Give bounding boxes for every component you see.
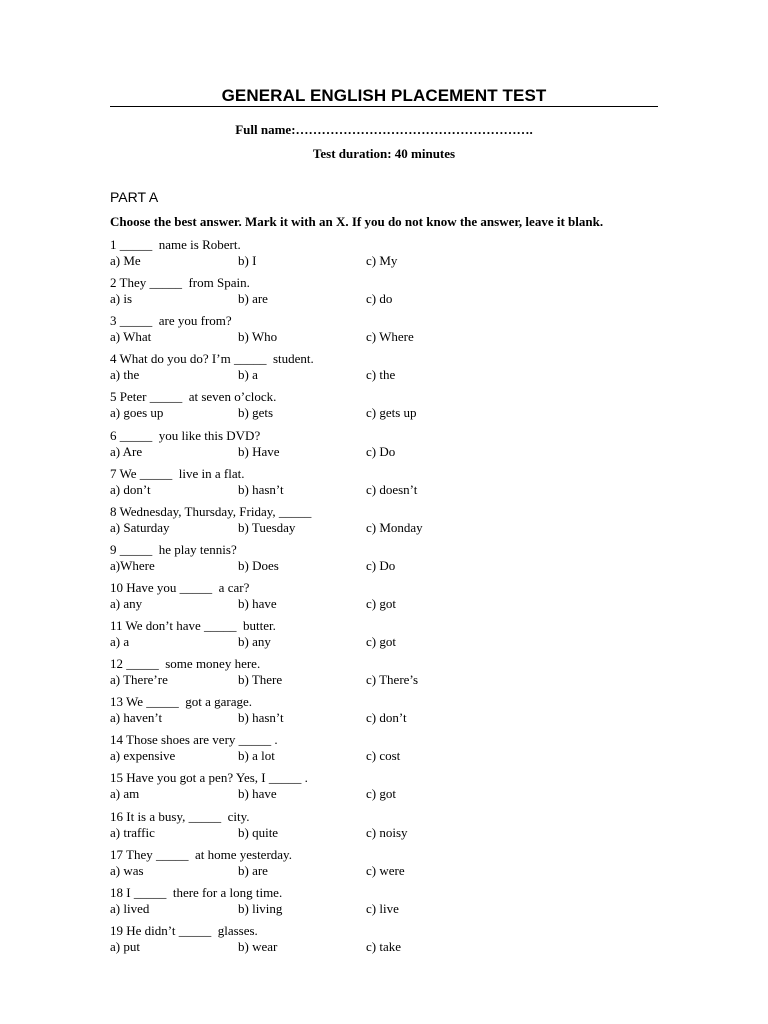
question-item [110,313,670,345]
answer-option-c[interactable]: c) got [366,634,396,649]
question-item [110,618,670,650]
answer-option-a[interactable]: a) am [110,786,140,802]
question-item [110,237,670,269]
question-stem: 16 It is a busy, _____ city. [110,808,250,824]
question-stem: 13 We _____ got a garage. [110,694,253,710]
answer-options [110,291,670,307]
answer-options [110,558,670,574]
answer-option-a[interactable]: a) haven’t [110,710,163,726]
answer-options [110,748,670,764]
answer-option-b[interactable]: b) a lot [238,748,275,764]
answer-option-b[interactable]: b) gets [238,405,274,421]
answer-options [110,482,670,498]
question-stem: 6 _____ you like this DVD? [110,427,261,443]
answer-option-c[interactable]: c) gets up [366,405,417,421]
answer-option-a[interactable]: a) goes up [110,405,164,421]
answer-option-a[interactable]: a) put [110,938,140,954]
answer-option-b[interactable]: b) I [238,253,257,268]
answer-option-c[interactable]: c) There’s [366,672,419,688]
question-item [110,885,670,917]
question-stem: 3 _____ are you from? [110,313,232,329]
answer-option-b[interactable]: b) have [238,595,277,611]
answer-option-a[interactable]: a) lived [110,900,150,916]
question-stem: 4 What do you do? I’m _____ student. [110,351,314,367]
question-stem: 8 Wednesday, Thursday, Friday, _____ [110,503,312,519]
answer-options [110,825,670,841]
answer-option-b[interactable]: b) Tuesday [238,519,296,535]
answer-options [110,672,670,688]
question-stem: 2 They _____ from Spain. [110,275,250,291]
question-stem: 17 They _____ at home yesterday. [110,846,292,862]
question-stem: 15 Have you got a pen? Yes, I _____ . [110,770,308,786]
question-item [110,466,670,498]
question-stem: 14 Those shoes are very _____ . [110,732,278,748]
answer-option-b[interactable]: b) hasn’t [238,710,284,726]
answer-option-c[interactable]: c) got [366,595,396,611]
test-duration: Test duration: 40 minutes [312,146,456,161]
question-item [110,923,670,955]
answer-option-a[interactable]: a)Where [110,557,155,573]
answer-options [110,520,670,536]
answer-option-b[interactable]: b) Have [238,443,280,459]
answer-options [110,596,670,612]
answer-option-b[interactable]: b) hasn’t [238,481,284,497]
answer-option-b[interactable]: b) have [238,786,277,802]
question-stem: 10 Have you _____ a car? [110,579,250,595]
answer-options [110,367,670,383]
question-item [110,389,670,421]
answer-option-b[interactable]: b) are [238,862,268,878]
answer-option-a[interactable]: a) traffic [110,824,155,840]
question-item [110,504,670,536]
answer-option-c[interactable]: c) cost [366,748,401,764]
question-item [110,428,670,460]
answer-option-a[interactable]: a) Are [110,443,143,459]
instructions: Choose the best answer. Mark it with an X. If you do not know the answer, leave it blank. [110,214,604,229]
answer-options [110,444,670,460]
question-stem: 11 We don’t have _____ butter. [110,618,276,633]
question-item [110,770,670,802]
answer-option-c[interactable]: c) don’t [366,710,407,726]
answer-option-c[interactable]: c) were [366,862,405,878]
answer-option-c[interactable]: c) take [366,938,402,954]
answer-option-c[interactable]: c) doesn’t [366,481,418,497]
answer-option-a[interactable]: a) Me [110,253,141,268]
answer-option-b[interactable]: b) quite [238,824,279,840]
answer-option-c[interactable]: c) Do [366,557,396,573]
answer-option-c[interactable]: c) the [366,367,396,383]
answer-option-a[interactable]: a) What [110,329,152,345]
answer-options [110,939,670,955]
answer-option-b[interactable]: b) a [238,367,258,383]
question-item [110,542,670,574]
answer-option-c[interactable]: c) do [366,291,393,307]
question-stem: 7 We _____ live in a flat. [110,465,245,481]
answer-options [110,863,670,879]
answer-options [110,901,670,917]
question-stem: 9 _____ he play tennis? [110,541,237,557]
question-stem: 19 He didn’t _____ glasses. [110,922,258,938]
question-item [110,351,670,383]
question-item [110,275,670,307]
answer-option-a[interactable]: a) the [110,367,140,383]
answer-option-c[interactable]: c) live [366,900,399,916]
answer-option-c[interactable]: c) Where [366,329,414,345]
question-item [110,809,670,841]
section-heading: PART A [110,189,159,205]
question-item [110,732,670,764]
question-item [110,580,670,612]
page-title: GENERAL ENGLISH PLACEMENT TEST [221,86,547,105]
answer-option-a[interactable]: a) is [110,291,133,307]
question-item [110,847,670,879]
answer-option-b[interactable]: b) any [238,634,271,649]
question-stem: 1 _____ name is Robert. [110,237,241,252]
question-stem: 5 Peter _____ at seven o’clock. [110,389,277,405]
answer-options [110,329,670,345]
question-stem: 18 I _____ there for a long time. [110,884,283,900]
question-item [110,694,670,726]
answer-options [110,786,670,802]
answer-option-a[interactable]: a) was [110,862,144,878]
answer-option-a[interactable]: a) There’re [110,672,168,688]
full-name-field-label: Full name:………………………………………………. [235,122,533,137]
answer-options [110,405,670,421]
question-item [110,656,670,688]
answer-option-c[interactable]: c) noisy [366,824,408,840]
answer-option-a[interactable]: a) a [110,634,130,649]
answer-option-c[interactable]: c) Monday [366,519,423,535]
answer-options [110,253,670,269]
answer-option-a[interactable]: a) expensive [110,748,176,764]
answer-option-c[interactable]: c) Do [366,443,396,459]
answer-option-b[interactable]: b) There [238,672,283,688]
answer-option-c[interactable]: c) got [366,786,396,802]
title-divider [110,106,658,107]
question-stem: 12 _____ some money here. [110,656,261,672]
answer-option-a[interactable]: a) any [110,595,143,611]
answer-option-a[interactable]: a) Saturday [110,519,170,535]
answer-option-b[interactable]: b) living [238,900,283,916]
answer-option-a[interactable]: a) don’t [110,481,151,497]
answer-option-b[interactable]: b) are [238,291,268,307]
answer-option-b[interactable]: b) Does [238,557,279,573]
answer-option-b[interactable]: b) Who [238,329,278,345]
answer-option-b[interactable]: b) wear [238,938,278,954]
answer-options [110,710,670,726]
answer-options [110,634,670,650]
answer-option-c[interactable]: c) My [366,253,398,268]
